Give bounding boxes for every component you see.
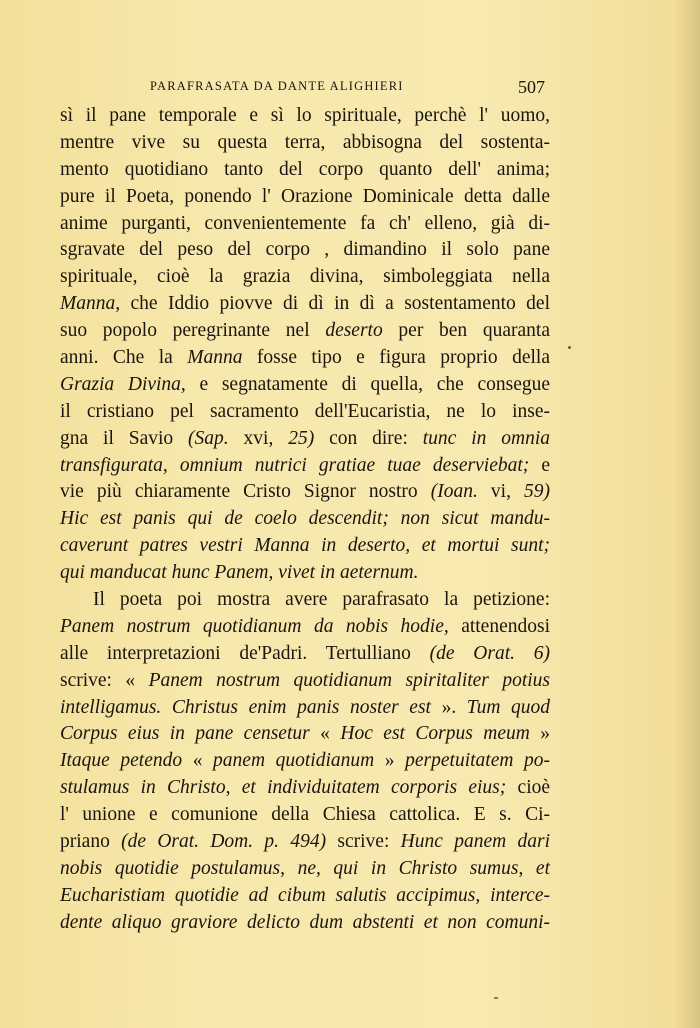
text-line-13: gna il Savio (Sap. xvi, 25) con dire: tunc in omnia — [60, 427, 550, 449]
page-number: 507 — [518, 77, 545, 97]
text-line-8: Manna, che Iddio piovve di dì in dì a sostentamento del — [60, 293, 550, 315]
ink-speck — [568, 346, 571, 349]
text-line-4: pure il Poeta, ponendo l' Orazione Dominicale detta dalle — [60, 185, 550, 207]
text-line-1: sì il pane temporale e sì lo spirituale, perchè l' uomo, — [60, 105, 550, 126]
text-line-15: vie più chiaramente Cristo Signor nostro (Ioan. vi, 59) — [60, 481, 550, 503]
text-line-30: Eucharistiam quotidie ad cibum salutis accipimus, interce- — [60, 884, 550, 906]
text-line-5: anime purganti, convenientemente fa ch' elleno, già di- — [60, 212, 550, 234]
text-line-27: l' unione e comunione della Chiesa cattolica. E s. Ci- — [60, 804, 550, 826]
text-line-19: Il poeta poi mostra avere parafrasato la petizione: — [93, 589, 550, 611]
text-line-7: spirituale, cioè la grazia divina, simboleggiata nella — [60, 266, 550, 288]
text-line-10: anni. Che la Manna fosse tipo e figura proprio della — [60, 347, 550, 369]
text-line-23: intelligamus. Christus enim panis noster est ». Tum quod — [60, 696, 550, 718]
ink-speck — [494, 997, 498, 999]
text-line-6: sgravate del peso del corpo , dimandino il solo pane — [60, 239, 550, 261]
body-text — [60, 103, 550, 937]
text-line-17: caverunt patres vestri Manna in deserto, et mortui sunt; — [60, 535, 550, 557]
text-line-24: Corpus eius in pane censetur « Hoc est Corpus meum » — [60, 723, 551, 745]
text-line-9: suo popolo peregrinante nel deserto per ben quaranta — [60, 320, 550, 342]
text-line-22: scrive: « Panem nostrum quotidianum spiritaliter potius — [60, 669, 550, 691]
text-line-12: il cristiano pel sacramento dell'Eucaristia, ne lo inse- — [60, 400, 550, 422]
text-line-29: nobis quotidie postulamus, ne, qui in Christo sumus, et — [60, 857, 550, 879]
text-line-25: Itaque petendo « panem quotidianum » perpetuitatem po- — [60, 750, 551, 772]
text-line-31: dente aliquo graviore delicto dum abstenti et non comuni- — [60, 911, 550, 933]
text-line-3: mento quotidiano tanto del corpo quanto dell' anima; — [60, 158, 550, 180]
text-line-21: alle interpretazioni de'Padri. Tertulliano (de Orat. 6) — [60, 642, 551, 664]
text-line-26: stulamus in Christo, et individuitatem corporis eius; cioè — [60, 777, 551, 799]
text-line-20: Panem nostrum quotidianum da nobis hodie, attenendosi — [60, 615, 550, 637]
text-line-16: Hic est panis qui de coelo descendit; non sicut mandu- — [60, 508, 550, 530]
text-line-2: mentre vive su questa terra, abbisogna del sostenta- — [60, 131, 550, 153]
text-line-11: Grazia Divina, e segnatamente di quella, che consegue — [60, 373, 550, 395]
page-edge-shadow — [674, 0, 700, 1028]
text-line-28: priano (de Orat. Dom. p. 494) scrive: Hunc panem dari — [60, 831, 550, 853]
text-line-14: transfigurata, omnium nutrici gratiae tuae deserviebat; e — [60, 454, 551, 476]
text-line-18: qui manducat hunc Panem, vivet in aeternum. — [60, 562, 419, 584]
page-header — [150, 77, 545, 99]
running-title: PARAFRASATA DA DANTE ALIGHIERI — [150, 79, 404, 93]
